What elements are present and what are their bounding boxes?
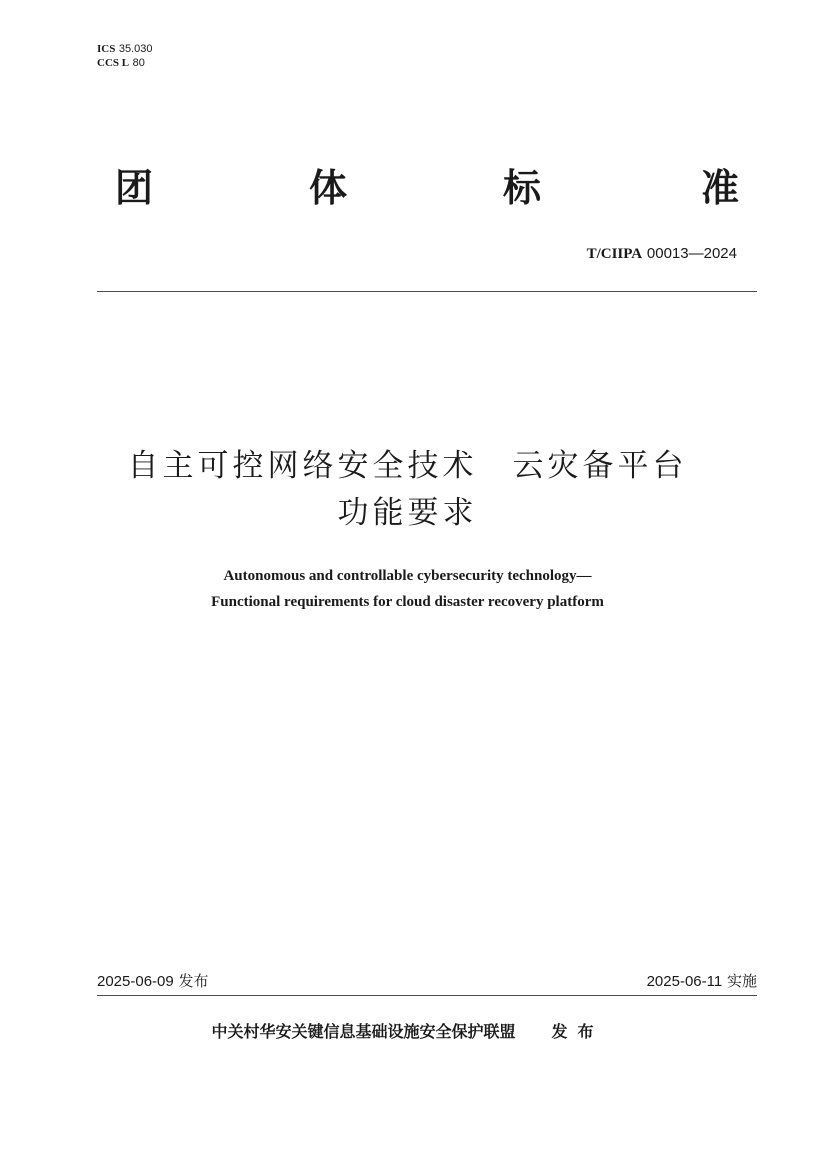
title-cn-line1: 自主可控网络安全技术 云灾备平台	[127, 448, 688, 484]
classification-codes	[97, 42, 153, 70]
publish-date-value: 2025-06-09	[97, 973, 174, 990]
header-divider	[97, 291, 757, 292]
standard-number-prefix: T/CIIPA	[586, 246, 643, 262]
ics-code	[97, 42, 153, 56]
implement-date	[647, 970, 757, 993]
title-cn-line2: 功能要求	[337, 495, 478, 531]
standard-number-value: 00013—2024	[646, 245, 737, 262]
ics-label: ICS	[97, 43, 116, 55]
implement-date-label: 实施	[726, 972, 757, 990]
publish-date-label: 发布	[178, 972, 209, 990]
implement-date-value: 2025-06-11	[646, 973, 723, 990]
ics-value: 35.030	[118, 43, 153, 55]
standard-number	[587, 243, 737, 264]
standard-type-char-1: 团	[115, 166, 154, 210]
ccs-value: 80	[132, 57, 145, 69]
standard-type-char-2: 体	[309, 166, 348, 210]
ccs-label: CCS L	[97, 57, 130, 69]
publish-date	[97, 970, 209, 993]
publisher	[0, 1020, 815, 1044]
title-en-line1: Autonomous and controllable cybersecurity technology—	[223, 568, 592, 584]
standard-type-char-3: 标	[503, 166, 542, 210]
title-en-line2: Functional requirements for cloud disaster recovery platform	[211, 594, 604, 610]
ccs-code	[97, 56, 153, 70]
standard-type-heading	[97, 160, 757, 216]
publisher-name: 中关村华安关键信息基础设施安全保护联盟	[211, 1022, 516, 1041]
footer-divider	[97, 995, 757, 996]
standard-type-char-4: 准	[701, 166, 740, 210]
publisher-issue-label: 发布	[551, 1022, 604, 1041]
